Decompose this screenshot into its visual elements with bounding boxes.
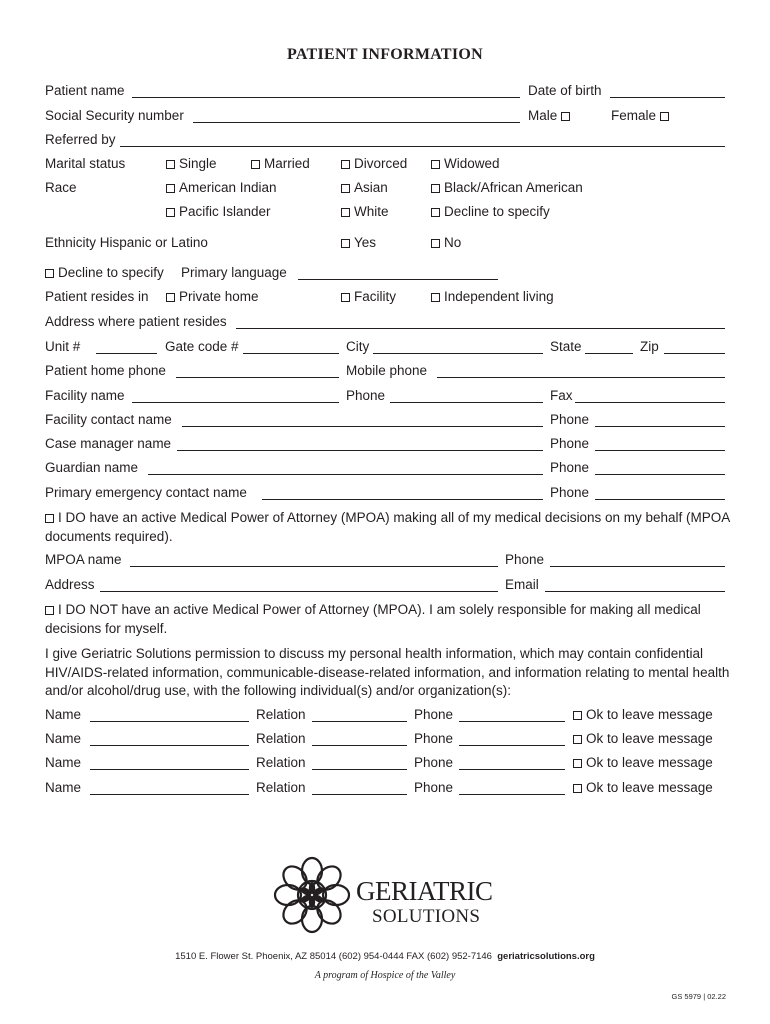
zip-label: Zip [640, 339, 659, 354]
primary-language-label: Primary language [181, 265, 287, 280]
address-resides-label: Address where patient resides [45, 314, 227, 329]
ethnicity-label: Ethnicity Hispanic or Latino [45, 235, 208, 250]
guardian-label: Guardian name [45, 460, 139, 475]
mpoa-no-option[interactable] [45, 601, 735, 638]
mpoa-phone-field[interactable] [550, 566, 725, 567]
contact-phone-label: Phone [414, 707, 454, 722]
independent-living-label: Independent living [444, 289, 554, 304]
case-manager-field[interactable] [177, 450, 543, 451]
patient-name-field[interactable] [132, 97, 520, 98]
white-label: White [354, 204, 389, 219]
contact-relation-field[interactable] [312, 721, 407, 722]
emergency-contact-label: Primary emergency contact name [45, 485, 247, 500]
ssn-label: Social Security number [45, 108, 184, 123]
emergency-phone-label: Phone [550, 485, 590, 500]
patient-home-phone-label: Patient home phone [45, 363, 166, 378]
contact-phone-label: Phone [414, 780, 454, 795]
fax-label: Fax [550, 388, 573, 403]
mpoa-email-field[interactable] [545, 591, 725, 592]
female-label: Female [611, 108, 657, 123]
ethnicity-decline-label: Decline to specify [58, 265, 164, 280]
gate-code-field[interactable] [243, 353, 339, 354]
race-decline-label: Decline to specify [444, 204, 550, 219]
contact-name-label: Name [45, 780, 82, 795]
state-field[interactable] [585, 353, 633, 354]
ok-to-leave-message-checkbox[interactable] [573, 711, 582, 720]
mpoa-name-label: MPOA name [45, 552, 122, 567]
contact-relation-label: Relation [256, 780, 306, 795]
case-manager-phone-label: Phone [550, 436, 590, 451]
mpoa-yes-option[interactable] [45, 509, 735, 546]
city-field[interactable] [373, 353, 543, 354]
contact-name-field[interactable] [90, 721, 249, 722]
facility-contact-phone-label: Phone [550, 412, 590, 427]
unit-field[interactable] [96, 353, 157, 354]
pacific-islander-checkbox[interactable] [166, 208, 175, 217]
ethnicity-yes-checkbox[interactable] [341, 239, 350, 248]
white-option[interactable] [341, 204, 389, 220]
widowed-checkbox[interactable] [431, 160, 440, 169]
patient-resides-in-label: Patient resides in [45, 289, 149, 304]
ssn-field[interactable] [193, 122, 520, 123]
black-checkbox[interactable] [431, 184, 440, 193]
mobile-phone-field[interactable] [437, 377, 725, 378]
facility-name-label: Facility name [45, 388, 125, 403]
contact-phone-field[interactable] [459, 769, 565, 770]
ethnicity-yes-option[interactable] [341, 235, 376, 251]
guardian-phone-field[interactable] [595, 474, 725, 475]
ethnicity-no-option[interactable] [431, 235, 461, 251]
ok-to-leave-message-option[interactable] [573, 755, 713, 771]
race-decline-checkbox[interactable] [431, 208, 440, 217]
facility-label: Facility [354, 289, 397, 304]
unit-label: Unit # [45, 339, 81, 354]
page-title: PATIENT INFORMATION [286, 46, 484, 63]
male-checkbox[interactable] [561, 112, 570, 121]
flower-logo-icon [272, 855, 352, 935]
american-indian-label: American Indian [179, 180, 277, 195]
asian-checkbox[interactable] [341, 184, 350, 193]
facility-option[interactable] [341, 289, 396, 305]
patient-name-label: Patient name [45, 83, 125, 98]
date-of-birth-field[interactable] [610, 97, 725, 98]
guardian-phone-label: Phone [550, 460, 590, 475]
contact-relation-label: Relation [256, 731, 306, 746]
single-checkbox[interactable] [166, 160, 175, 169]
married-checkbox[interactable] [251, 160, 260, 169]
referred-by-label: Referred by [45, 132, 116, 147]
emergency-phone-field[interactable] [595, 499, 725, 500]
married-option[interactable] [251, 156, 310, 172]
male-option[interactable] [528, 108, 574, 124]
contact-phone-field[interactable] [459, 745, 565, 746]
mpoa-address-field[interactable] [100, 591, 498, 592]
marital-status-label: Marital status [45, 156, 126, 171]
contact-relation-field[interactable] [312, 745, 407, 746]
patient-home-phone-field[interactable] [176, 377, 339, 378]
divorced-option[interactable] [341, 156, 407, 172]
contact-relation-label: Relation [256, 707, 306, 722]
address-resides-field[interactable] [236, 328, 725, 329]
ok-to-leave-message-option[interactable] [573, 707, 713, 723]
case-manager-phone-field[interactable] [595, 450, 725, 451]
ethnicity-no-label: No [444, 235, 462, 250]
black-label: Black/African American [444, 180, 583, 195]
gate-code-label: Gate code # [165, 339, 239, 354]
facility-phone-field[interactable] [390, 402, 543, 403]
footer-program: A program of Hospice of the Valley [314, 970, 456, 981]
mpoa-yes-text: I DO have an active Medical Power of Attorney (MPOA) making all of my medical decisions on my behalf (MPOA documents required). [45, 510, 730, 544]
facility-contact-label: Facility contact name [45, 412, 172, 427]
facility-name-field[interactable] [132, 402, 339, 403]
facility-contact-field[interactable] [182, 426, 543, 427]
contact-name-label: Name [45, 731, 82, 746]
mpoa-no-text: I DO NOT have an active Medical Power of Attorney (MPOA). I am solely responsible for making all medical decisions for myself. [45, 602, 701, 636]
contact-relation-field[interactable] [312, 769, 407, 770]
ok-to-leave-message-option[interactable] [573, 780, 713, 796]
emergency-contact-field[interactable] [262, 499, 543, 500]
zip-field[interactable] [664, 353, 725, 354]
case-manager-label: Case manager name [45, 436, 172, 451]
mpoa-address-label: Address [45, 577, 95, 592]
contact-name-field[interactable] [90, 769, 249, 770]
ok-to-leave-message-option[interactable] [573, 731, 713, 747]
ok-to-leave-message-label: Ok to leave message [586, 707, 713, 722]
guardian-field[interactable] [148, 474, 543, 475]
asian-label: Asian [354, 180, 388, 195]
primary-language-field[interactable] [298, 279, 498, 280]
married-label: Married [264, 156, 310, 171]
pacific-islander-option[interactable] [166, 204, 271, 220]
facility-contact-phone-field[interactable] [595, 426, 725, 427]
mpoa-yes-checkbox[interactable] [45, 514, 54, 523]
ok-to-leave-message-checkbox[interactable] [573, 784, 582, 793]
logo-subtitle: SOLUTIONS [372, 906, 481, 927]
contact-phone-field[interactable] [459, 794, 565, 795]
race-label: Race [45, 180, 77, 195]
race-decline-option[interactable] [431, 204, 550, 220]
date-of-birth-label: Date of birth [528, 83, 602, 98]
american-indian-checkbox[interactable] [166, 184, 175, 193]
mpoa-name-field[interactable] [130, 566, 498, 567]
divorced-label: Divorced [354, 156, 408, 171]
independent-living-option[interactable] [431, 289, 554, 305]
private-home-option[interactable] [166, 289, 259, 305]
independent-living-checkbox[interactable] [431, 293, 440, 302]
ok-to-leave-message-label: Ok to leave message [586, 755, 713, 770]
private-home-label: Private home [179, 289, 259, 304]
logo-wordmark: GERIATRIC [356, 876, 493, 906]
single-option[interactable] [166, 156, 217, 172]
contact-phone-label: Phone [414, 731, 454, 746]
white-checkbox[interactable] [341, 208, 350, 217]
female-checkbox[interactable] [660, 112, 669, 121]
mpoa-email-label: Email [505, 577, 539, 592]
private-home-checkbox[interactable] [166, 293, 175, 302]
single-label: Single [179, 156, 217, 171]
ethnicity-yes-label: Yes [354, 235, 377, 250]
male-label: Male [528, 108, 558, 123]
fax-field[interactable] [575, 402, 725, 403]
facility-checkbox[interactable] [341, 293, 350, 302]
ok-to-leave-message-checkbox[interactable] [573, 735, 582, 744]
facility-phone-label: Phone [346, 388, 386, 403]
divorced-checkbox[interactable] [341, 160, 350, 169]
asian-option[interactable] [341, 180, 388, 196]
state-label: State [550, 339, 582, 354]
mpoa-phone-label: Phone [505, 552, 545, 567]
ok-to-leave-message-label: Ok to leave message [586, 780, 713, 795]
footer-address-line [0, 951, 770, 962]
footer-website[interactable]: geriatricsolutions.org [497, 951, 595, 962]
city-label: City [346, 339, 370, 354]
contact-phone-label: Phone [414, 755, 454, 770]
ethnicity-decline-option[interactable] [45, 265, 164, 281]
contact-name-field[interactable] [90, 745, 249, 746]
contact-name-label: Name [45, 707, 82, 722]
female-option[interactable] [611, 108, 673, 124]
contact-relation-label: Relation [256, 755, 306, 770]
ethnicity-no-checkbox[interactable] [431, 239, 440, 248]
mpoa-no-checkbox[interactable] [45, 606, 54, 615]
black-option[interactable] [431, 180, 583, 196]
ok-to-leave-message-label: Ok to leave message [586, 731, 713, 746]
widowed-label: Widowed [444, 156, 500, 171]
widowed-option[interactable] [431, 156, 500, 172]
american-indian-option[interactable] [166, 180, 277, 196]
ethnicity-decline-checkbox[interactable] [45, 269, 54, 278]
contact-relation-field[interactable] [312, 794, 407, 795]
contact-phone-field[interactable] [459, 721, 565, 722]
form-number: GS 5979 | 02.22 [671, 992, 726, 1001]
contact-name-field[interactable] [90, 794, 249, 795]
pacific-islander-label: Pacific Islander [179, 204, 271, 219]
contact-name-label: Name [45, 755, 82, 770]
mobile-phone-label: Mobile phone [346, 363, 428, 378]
ok-to-leave-message-checkbox[interactable] [573, 759, 582, 768]
footer-address: 1510 E. Flower St. Phoenix, AZ 85014 (602) 954-0444 FAX (602) 952-7146 [175, 951, 492, 962]
referred-by-field[interactable] [120, 146, 725, 147]
consent-text: I give Geriatric Solutions permission to discuss my personal health information, which may contain confidential HIV/AIDS-related information, communicable-disease-related information, and information relating to mental health and/or alcohol/drug use, with the following individual(s) and/or organization(s): [45, 646, 730, 698]
